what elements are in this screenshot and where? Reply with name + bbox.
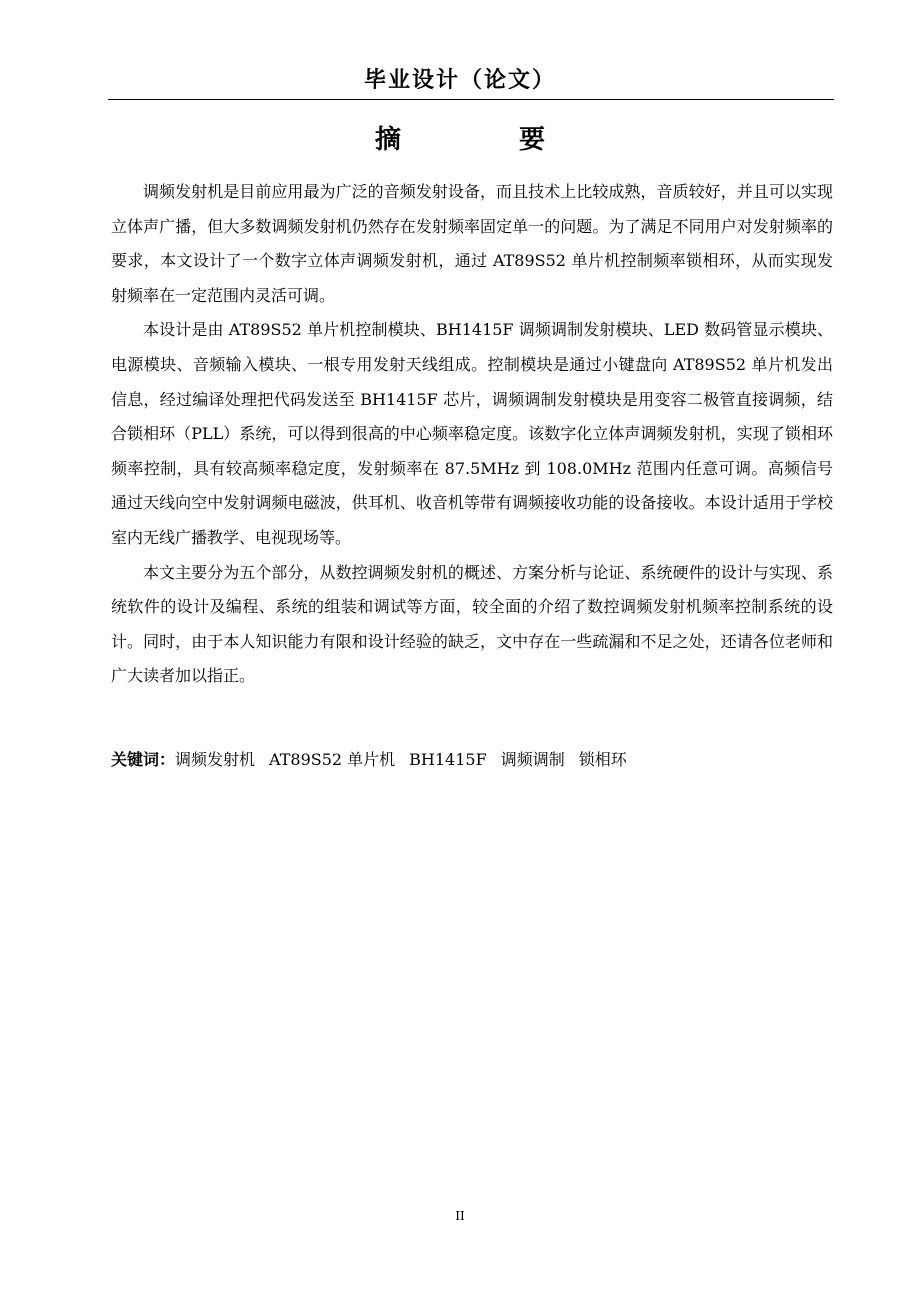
header-divider bbox=[108, 99, 834, 100]
keyword-item: AT89S52 单片机 bbox=[269, 750, 396, 769]
page-number: II bbox=[455, 1209, 465, 1223]
keyword-item: 调频发射机 bbox=[175, 750, 256, 769]
keyword-item: 锁相环 bbox=[578, 750, 627, 769]
keywords-label: 关键词： bbox=[111, 750, 176, 769]
abstract-paragraph-2: 本设计是由 AT89S52 单片机控制模块、BH1415F 调频调制发射模块、LED 数码管显示模块、电源模块、音频输入模块、一根专用发射天线组成。控制模块是通过小键盘向 AT89S52 单片机发出信息，经过编译处理把代码发送至 BH1415F 芯片，调频调制发射模块是用变容二极管直接调频，结合锁相环（PLL）系统，可以得到很高的中心频率稳定度。该数字化立体声调频发射机，实现了锁相环频率控制，具有较高频率稳定度，发射频率在 87.5MHz 到 108.0MHz 范围内任意可调。高频信号通过天线向空中发射调频电磁波，供耳机、收音机等带有调频接收功能的设备接收。本设计适用于学校室内无线广播教学、电视现场等。 bbox=[111, 320, 833, 547]
abstract-paragraph-3: 本文主要分为五个部分，从数控调频发射机的概述、方案分析与论证、系统硬件的设计与实现、系统软件的设计及编程、系统的组装和调试等方面，较全面的介绍了数控调频发射机频率控制系统的设计。同时，由于本人知识能力有限和设计经验的缺乏，文中存在一些疏漏和不足之处，还请各位老师和广大读者加以指正。 bbox=[111, 562, 833, 686]
abstract-paragraph-1: 调频发射机是目前应用最为广泛的音频发射设备，而且技术上比较成熟，音质较好，并且可以实现立体声广播，但大多数调频发射机仍然存在发射频率固定单一的问题。为了满足不同用户对发射频率的要求，本文设计了一个数字立体声调频发射机，通过 AT89S52 单片机控制频率锁相环，从而实现发射频率在一定范围内灵活可调。 bbox=[111, 182, 833, 305]
abstract-body bbox=[111, 175, 833, 694]
abstract-title: 摘 要 bbox=[374, 125, 591, 155]
document-header-title: 毕业设计（论文） bbox=[363, 68, 556, 93]
keyword-item: 调频调制 bbox=[500, 750, 565, 769]
keyword-item: BH1415F bbox=[409, 750, 487, 769]
keywords-line bbox=[111, 745, 833, 775]
